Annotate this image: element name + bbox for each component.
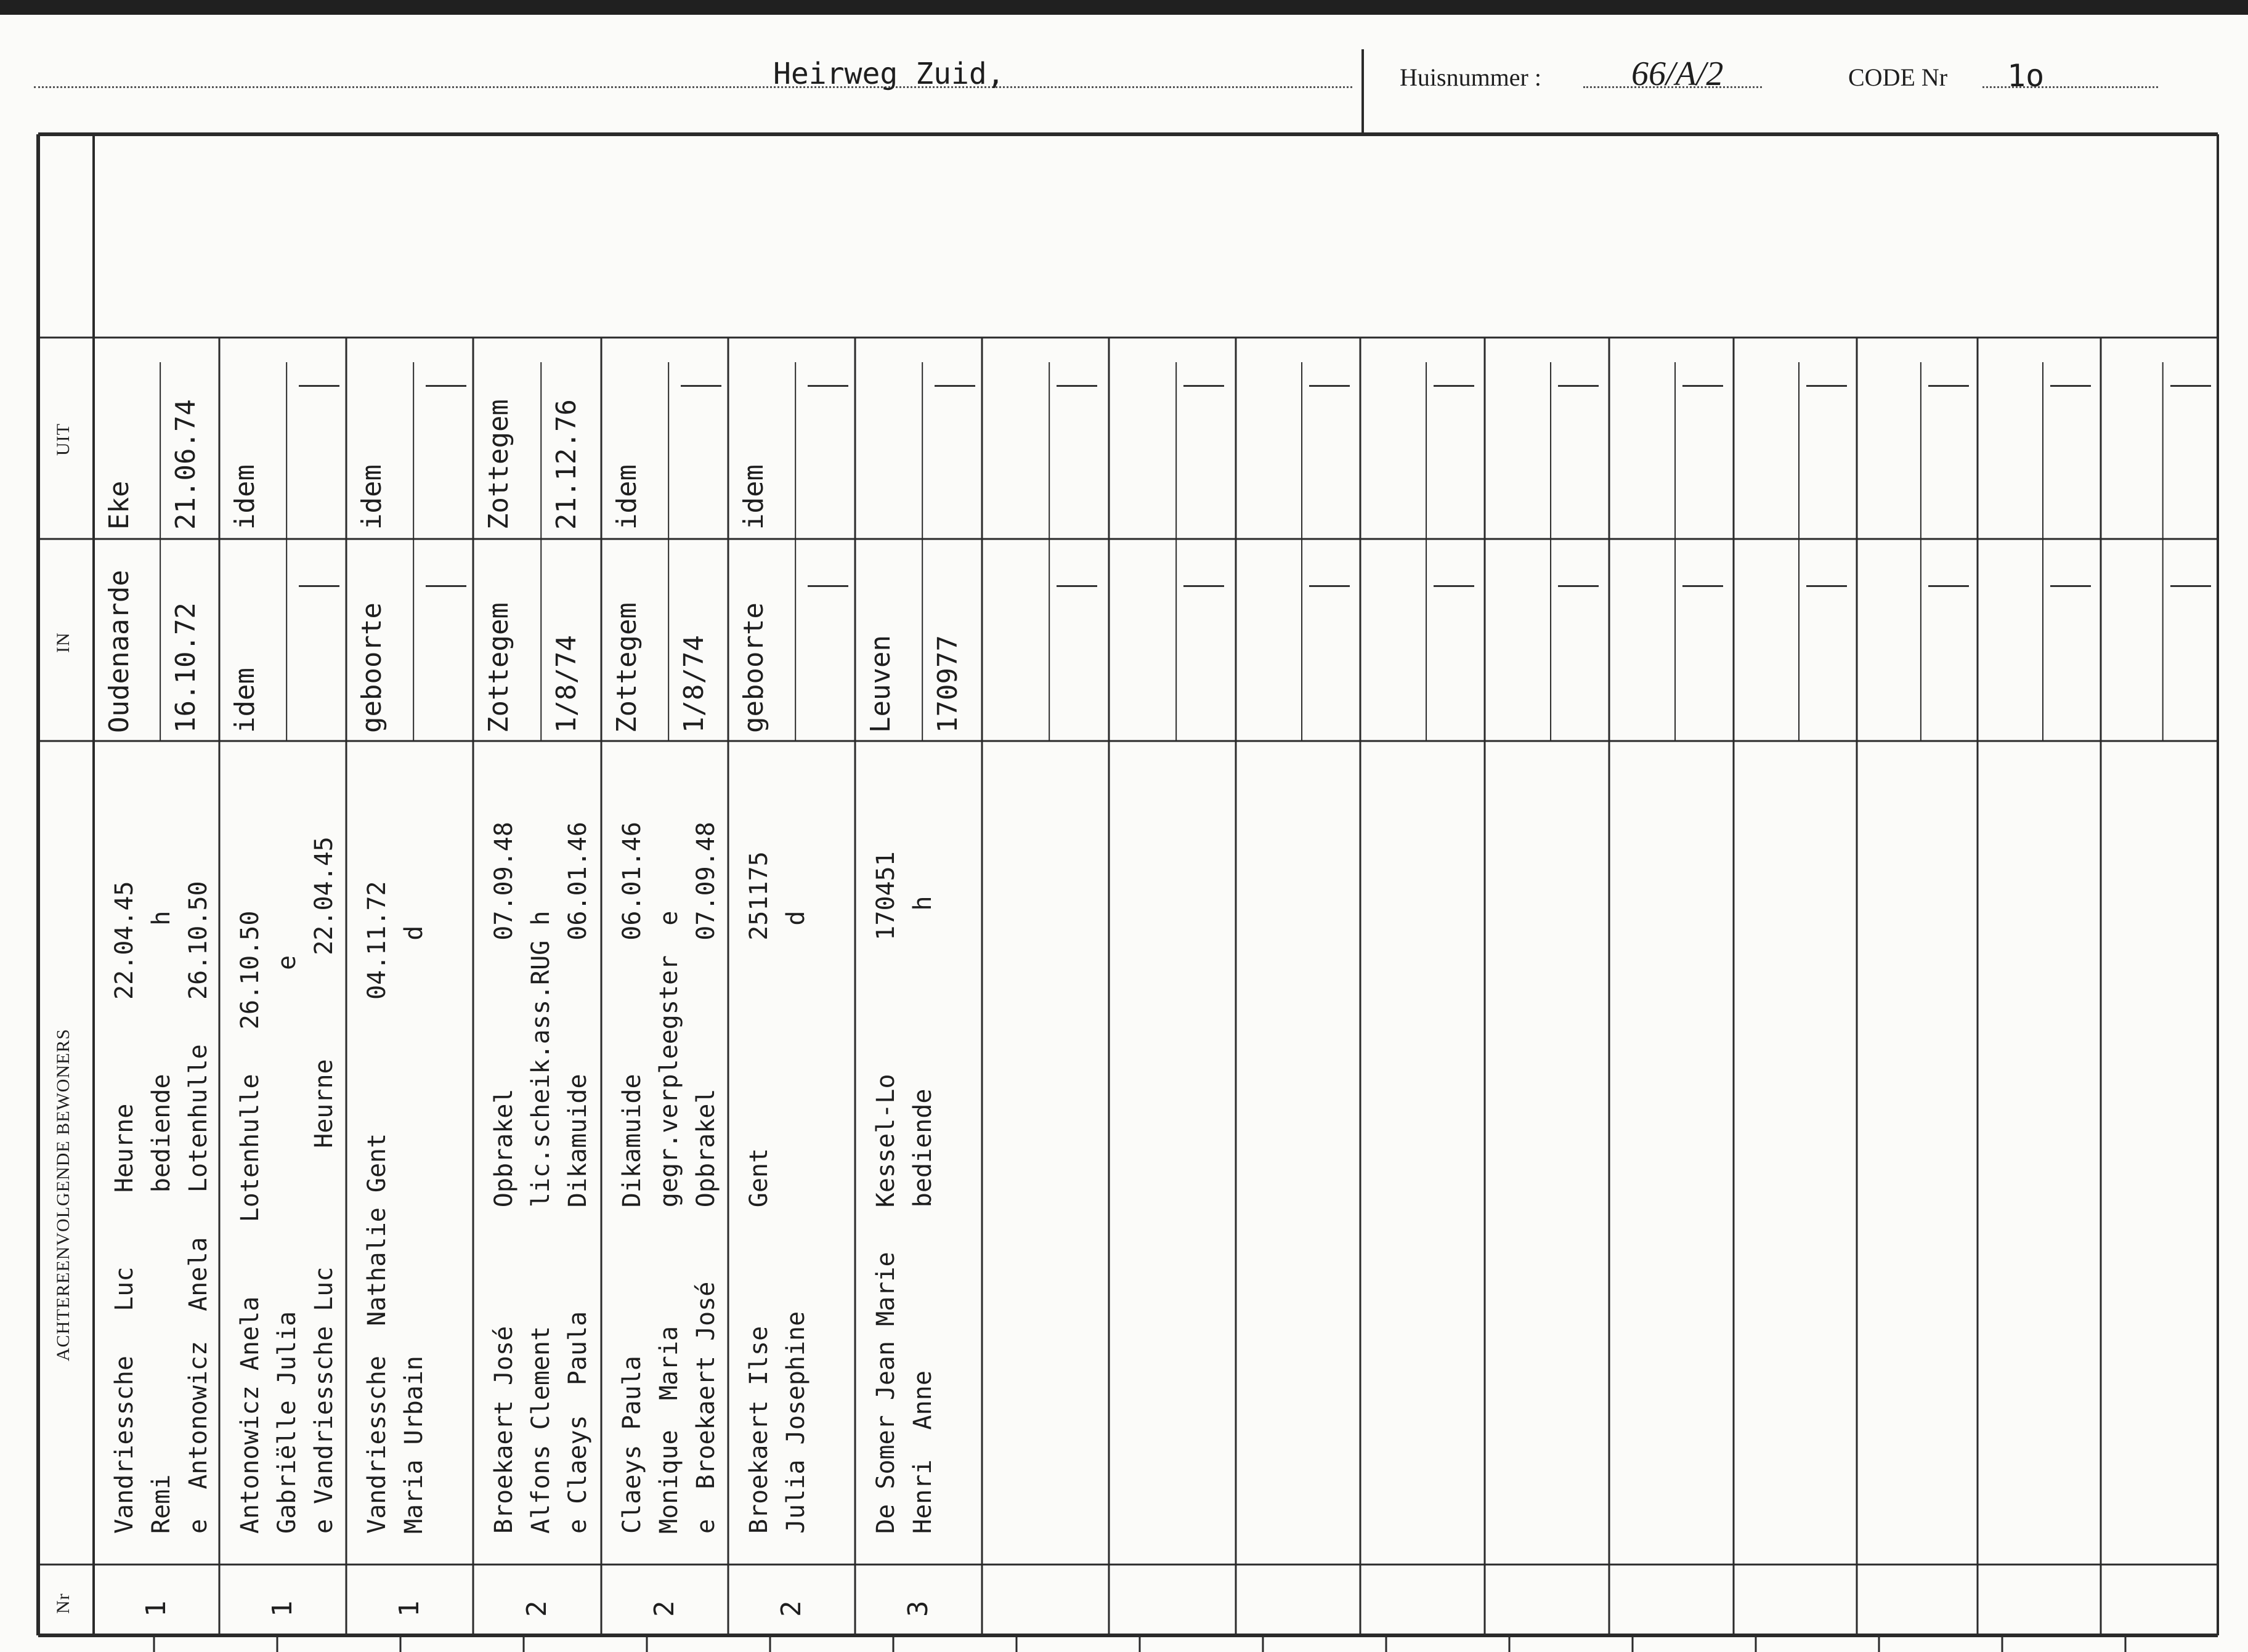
resident-lines: De Somer Jean Marie Kessel-Lo 170451 Henri Anne bediende h [872, 851, 937, 1534]
in-place: geboorte [738, 602, 769, 733]
empty-dash [299, 585, 339, 587]
empty-dash [1682, 385, 1723, 387]
uit-place: idem [611, 464, 643, 530]
empty-dash [1558, 385, 1599, 387]
empty-dash [681, 385, 721, 387]
in-date: 16.10.72 [170, 602, 202, 733]
label-in: IN [53, 632, 73, 653]
uit-place: idem [229, 464, 261, 530]
street-name: Heirweg Zuid, [773, 57, 1005, 91]
resident-lines: Vandriessche Luc Heurne 22.04.45 Remi bediende h e Antonowicz Anela Lotenhulle 26.10.50 [110, 881, 213, 1534]
empty-dash [1806, 385, 1847, 387]
uit-place: idem [356, 464, 388, 530]
empty-dash [1928, 385, 1969, 387]
empty-dash [935, 385, 975, 387]
huisnummer-value: 66/A/2 [1631, 55, 1724, 93]
empty-dash [808, 585, 848, 587]
uit-date: 21.06.74 [170, 399, 202, 530]
uit-date: 21.12.76 [551, 399, 583, 530]
empty-dash [1183, 385, 1224, 387]
empty-dash [808, 385, 848, 387]
empty-dash [299, 385, 339, 387]
resident-lines: Broekaert José Opbrakel 07.09.48 Alfons Clement lic.scheik.ass.RUG h e Claeys Paula Dikamuide 06.01.46 [490, 822, 592, 1534]
empty-dash [1057, 385, 1097, 387]
empty-dash [1183, 585, 1224, 587]
entry-number: 1 [267, 1600, 298, 1617]
in-place: Leuven [865, 635, 896, 733]
label-bewoners: ACHTEREENVOLGENDE BEWONERS [53, 1028, 73, 1361]
uit-place: idem [738, 464, 769, 530]
entry-number: 2 [776, 1600, 807, 1617]
empty-dash [1558, 585, 1599, 587]
huisnummer-label: Huisnummer : [1400, 63, 1541, 91]
entry-number: 3 [903, 1600, 934, 1617]
label-uit: UIT [53, 423, 73, 456]
in-place: Zottegem [611, 602, 643, 733]
in-place: Zottegem [483, 602, 514, 733]
entry-number: 1 [394, 1600, 425, 1617]
empty-dash [2050, 585, 2091, 587]
empty-dash [2050, 385, 2091, 387]
entry-number: 2 [649, 1600, 680, 1617]
resident-lines: Antonowicz Anela Lotenhulle 26.10.50 Gabriëlle Julia e e Vandriessche Luc Heurne 22.04.45 [236, 836, 338, 1534]
resident-lines: Vandriessche Nathalie Gent 04.11.72 Maria Urbain d [363, 881, 428, 1534]
empty-dash [1928, 585, 1969, 587]
code-label: CODE Nr [1848, 63, 1948, 91]
empty-dash [426, 585, 466, 587]
empty-dash [426, 385, 466, 387]
empty-dash [1434, 385, 1474, 387]
resident-lines: Broekaert Ilse Gent 251175 Julia Josephine d [745, 851, 810, 1534]
empty-dash [1309, 585, 1350, 587]
in-place: idem [229, 668, 261, 733]
resident-lines: Claeys Paula Dikamuide 06.01.46 Monique Maria gegr.verpleegster e e Broekaert José Opbrakel 07.09.48 [618, 822, 720, 1534]
in-date: 1/8/74 [678, 635, 710, 733]
in-place: geboorte [356, 602, 388, 733]
entry-number: 1 [140, 1600, 172, 1617]
code-value: 1o [2007, 58, 2045, 94]
uit-place: Zottegem [483, 399, 514, 530]
empty-dash [1682, 585, 1723, 587]
empty-dash [1806, 585, 1847, 587]
entry-number: 2 [521, 1600, 553, 1617]
empty-dash [1309, 385, 1350, 387]
empty-dash [1057, 585, 1097, 587]
empty-dash [2170, 585, 2211, 587]
uit-place: Eke [103, 480, 135, 530]
empty-dash [2170, 385, 2211, 387]
in-date: 1/8/74 [551, 635, 583, 733]
in-place: Oudenaarde [103, 570, 135, 733]
in-date: 170977 [932, 635, 964, 733]
label-nr: Nr [53, 1593, 73, 1614]
empty-dash [1434, 585, 1474, 587]
